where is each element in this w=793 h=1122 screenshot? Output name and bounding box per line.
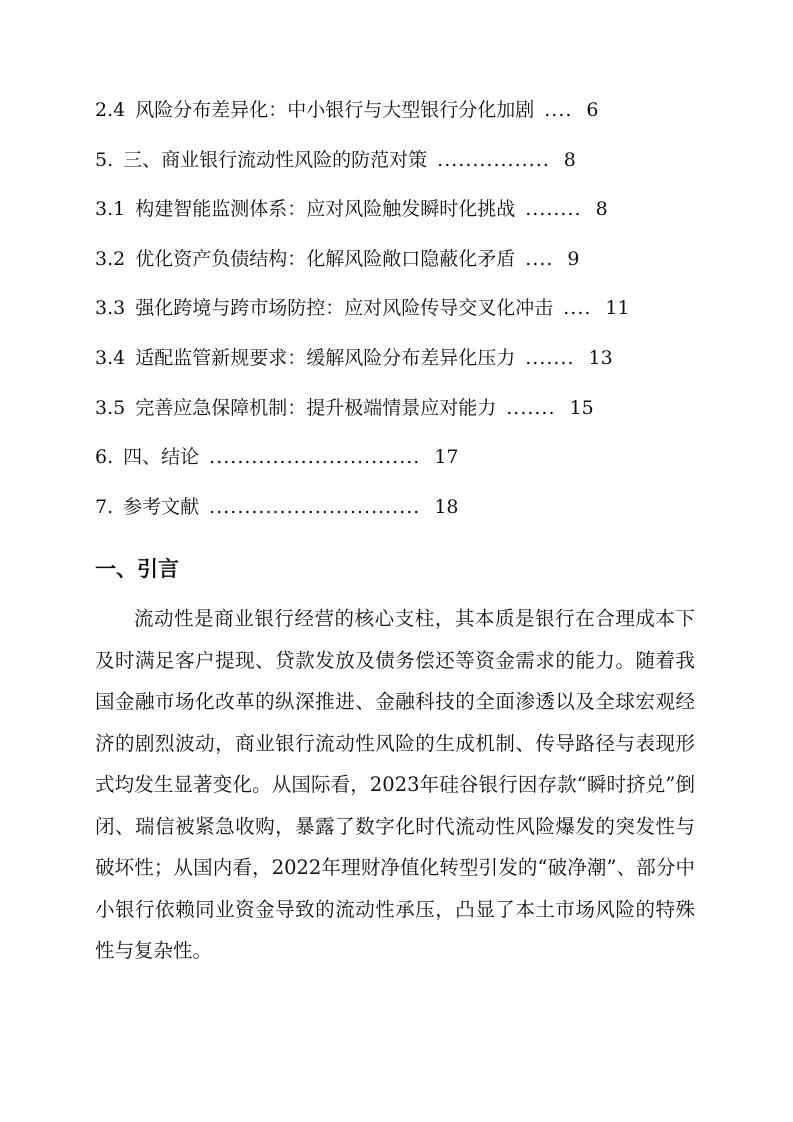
toc-entry-number: 7. [95,495,114,518]
toc-entry[interactable] [95,338,705,388]
toc-entry-page: 8 [563,148,576,171]
toc-entry-leader: ................ [437,148,550,171]
toc-entry-number: 3.5 [95,396,126,419]
toc-entry-number: 2.4 [95,99,126,121]
table-of-contents [95,90,705,536]
toc-entry[interactable] [95,90,705,140]
toc-entry-leader: ........ [525,198,582,221]
toc-entry-number: 3.3 [95,297,126,320]
toc-entry-page: 6 [586,99,599,121]
toc-entry-page: 15 [569,396,594,419]
toc-entry-title: 三、商业银行流动性风险的防范对策 [123,148,428,171]
toc-entry-title: 适配监管新规要求：缓解风险分布差异化压力 [135,346,516,369]
toc-entry-leader: .... [563,297,592,320]
toc-entry-leader: .... [525,247,554,270]
toc-entry-page: 11 [605,297,630,320]
toc-entry[interactable] [95,487,705,537]
toc-entry-number: 6. [95,446,114,469]
toc-entry-leader: ....... [525,346,575,369]
toc-entry-page: 8 [595,198,608,221]
toc-entry-leader: .... [544,99,573,121]
toc-entry-leader: .............................. [209,446,421,469]
toc-entry-page: 9 [567,247,580,270]
toc-entry-title: 参考文献 [123,495,200,518]
toc-entry-number: 5. [95,148,114,171]
section-heading: 一、引言 [95,557,179,581]
toc-entry[interactable] [95,388,705,438]
toc-entry[interactable] [95,437,705,487]
toc-entry-title: 强化跨境与跨市场防控：应对风险传导交叉化冲击 [135,297,554,320]
body-paragraph: 流动性是商业银行经营的核心支柱，其本质是银行在合理成本下及时满足客户提现、贷款发放及债务偿还等资金需求的能力。随着我国金融市场化改革的纵深推进、金融科技的全面渗透以及全球宏观经济的剧烈波动，商业银行流动性风险的生成机制、传导路径与表现形式均发生显著变化。从国际看，2023年硅谷银行因存款“瞬时挤兑”倒闭、瑞信被紧急收购，暴露了数字化时代流动性风险爆发的突发性与破坏性；从国内看，2022年理财净值化转型引发的“破净潮”、部分中小银行依赖同业资金导致的流动性承压，凸显了本土市场风险的特殊性与复杂性。 [95,607,695,962]
toc-entry-page: 13 [588,346,613,369]
toc-entry-number: 3.1 [95,198,126,221]
toc-entry-title: 构建智能监测体系：应对风险触发瞬时化挑战 [135,198,516,221]
toc-entry-leader: .............................. [209,495,421,518]
toc-entry[interactable] [95,288,705,338]
toc-entry-title: 风险分布差异化：中小银行与大型银行分化加剧 [135,99,535,121]
toc-entry-title: 四、结论 [123,446,200,469]
toc-entry-leader: ....... [506,396,556,419]
toc-entry-number: 3.4 [95,346,126,369]
toc-entry[interactable] [95,189,705,239]
toc-entry[interactable] [95,140,705,190]
toc-entry-title: 完善应急保障机制：提升极端情景应对能力 [135,396,497,419]
toc-entry[interactable] [95,239,705,289]
toc-entry-page: 18 [434,495,459,518]
toc-entry-title: 优化资产负债结构：化解风险敞口隐蔽化矛盾 [135,247,516,270]
toc-entry-page: 17 [434,446,459,469]
toc-entry-number: 3.2 [95,247,126,270]
